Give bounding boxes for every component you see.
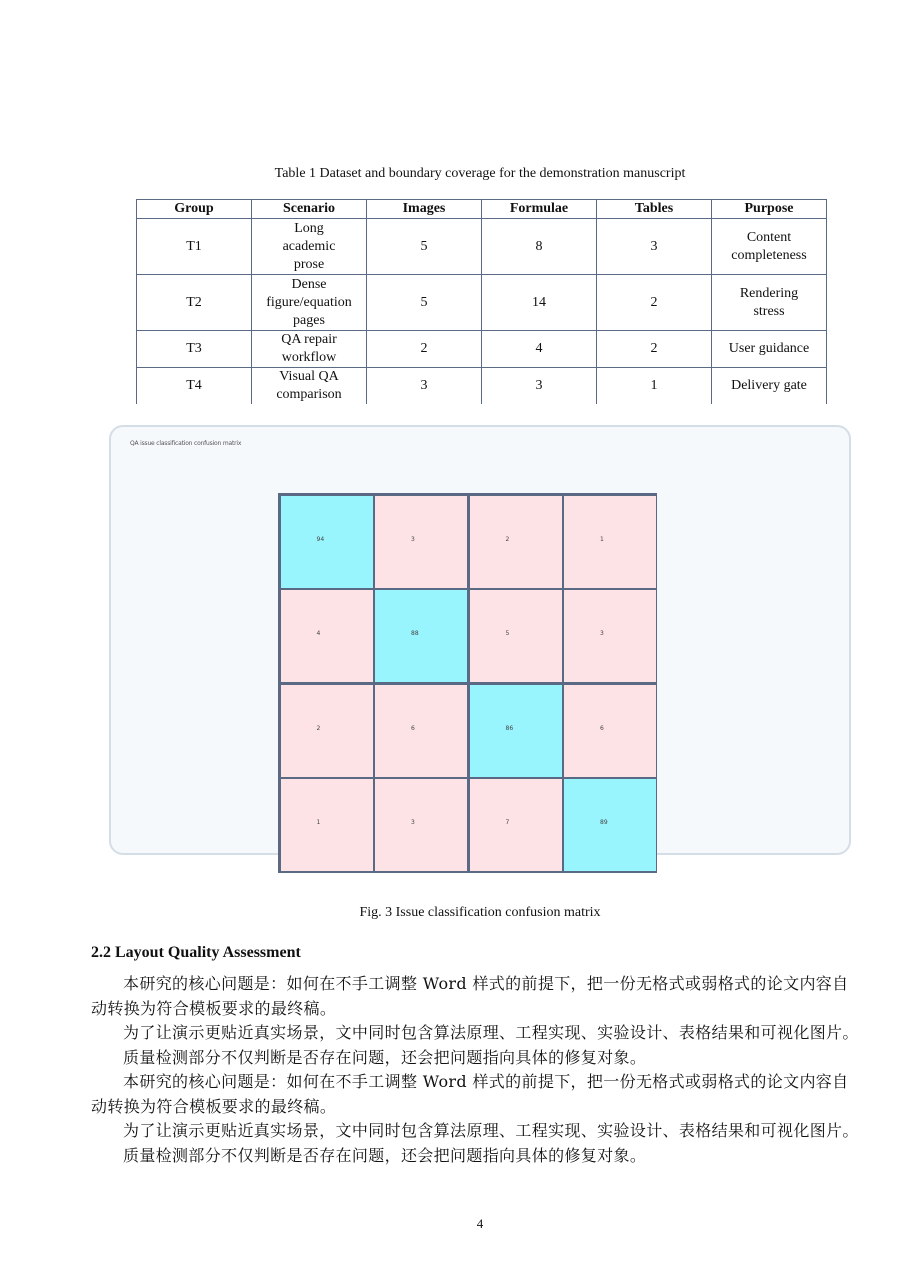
table-row [137, 219, 827, 275]
header-scenario: Scenario [252, 200, 367, 219]
matrix-cell [375, 685, 467, 777]
body-text [91, 972, 861, 1168]
header-group: Group [137, 200, 252, 219]
paragraph: 为了让演示更贴近真实场景，文中同时包含算法原理、工程实现、实验设计、表格结果和可视化图片。 [123, 1023, 859, 1042]
matrix-cell-value: 89 [600, 819, 608, 826]
matrix-cell [564, 496, 656, 588]
table-cell: 8 [482, 219, 597, 275]
table-cell: 5 [367, 219, 482, 275]
section-heading: 2.2 Layout Quality Assessment [91, 944, 301, 961]
matrix-cell-value: 6 [411, 724, 415, 732]
matrix-cell-value: 7 [505, 819, 510, 826]
dataset-table [136, 199, 827, 404]
table-row [137, 275, 827, 331]
table-cell: 3 [482, 368, 597, 405]
table-cell: QA repair workflow [252, 331, 367, 368]
matrix-cell-value: 86 [505, 724, 514, 732]
paragraph: 本研究的核心问题是：如何在不手工调整 Word 样式的前提下，把一份无格式或弱格式的论文内容自动转换为符合模板要求的最终稿。 [91, 1072, 849, 1116]
table-cell: Delivery gate [712, 368, 827, 405]
matrix-cell [564, 779, 656, 871]
matrix-cell [470, 685, 562, 777]
header-purpose: Purpose [712, 200, 827, 219]
table-cell: Visual QA comparison [252, 368, 367, 405]
matrix-cell-value: 94 [316, 535, 325, 543]
matrix-cell-value: 2 [505, 535, 510, 543]
table-cell: T3 [137, 331, 252, 368]
matrix-cell [470, 779, 562, 871]
matrix-cell-value: 5 [505, 630, 510, 637]
paragraph: 本研究的核心问题是：如何在不手工调整 Word 样式的前提下，把一份无格式或弱格式的论文内容自动转换为符合模板要求的最终稿。 [91, 974, 849, 1018]
confusion-matrix [278, 493, 657, 873]
table-cell: 14 [482, 275, 597, 331]
page-number: 4 [476, 1216, 484, 1231]
matrix-cell [375, 779, 467, 871]
matrix-cell-value: 2 [316, 724, 321, 732]
table-cell: Dense figure/equation pages [252, 275, 367, 331]
matrix-cell-value: 1 [600, 535, 604, 543]
matrix-cell-value: 3 [600, 630, 604, 637]
table-cell: 3 [597, 219, 712, 275]
matrix-cell-value: 4 [316, 630, 321, 637]
matrix-cell [470, 496, 562, 588]
matrix-cell [281, 496, 373, 588]
matrix-cell [281, 590, 373, 682]
paragraph: 质量检测部分不仅判断是否存在问题，还会把问题指向具体的修复对象。 [123, 1047, 647, 1067]
matrix-cell [281, 685, 373, 777]
table-cell: 2 [367, 331, 482, 368]
matrix-cell [375, 496, 467, 588]
paragraph: 质量检测部分不仅判断是否存在问题，还会把问题指向具体的修复对象。 [123, 1145, 647, 1165]
table-cell: T2 [137, 275, 252, 331]
matrix-cell [470, 590, 562, 682]
table-cell: Content completeness [712, 219, 827, 275]
table-cell: T4 [137, 368, 252, 405]
matrix-cell [564, 590, 656, 682]
matrix-cell [564, 685, 656, 777]
table-cell: 1 [597, 368, 712, 405]
header-images: Images [367, 200, 482, 219]
matrix-cell-value: 6 [600, 724, 604, 732]
matrix-cell-value: 3 [411, 819, 415, 826]
figure-panel-title: QA issue classification confusion matrix [130, 440, 242, 447]
matrix-cell-value: 1 [316, 819, 321, 826]
table-row [137, 331, 827, 368]
table-cell: Rendering stress [712, 275, 827, 331]
table-cell: 2 [597, 331, 712, 368]
table-cell: 2 [597, 275, 712, 331]
table-caption: Table 1 Dataset and boundary coverage for the demonstration manuscript [274, 166, 686, 181]
table-cell: 5 [367, 275, 482, 331]
table-cell: 4 [482, 331, 597, 368]
matrix-cell-value: 3 [411, 535, 415, 543]
figure-caption: Fig. 3 Issue classification confusion matrix [359, 905, 601, 920]
table-cell: User guidance [712, 331, 827, 368]
table-row [137, 368, 827, 405]
header-tables: Tables [597, 200, 712, 219]
header-formulae: Formulae [482, 200, 597, 219]
matrix-cell-value: 88 [411, 630, 419, 637]
paragraph: 为了让演示更贴近真实场景，文中同时包含算法原理、工程实现、实验设计、表格结果和可视化图片。 [123, 1121, 859, 1140]
matrix-cell [375, 590, 467, 682]
matrix-cell [281, 779, 373, 871]
table-cell: Long academic prose [252, 219, 367, 275]
table-cell: T1 [137, 219, 252, 275]
table-cell: 3 [367, 368, 482, 405]
